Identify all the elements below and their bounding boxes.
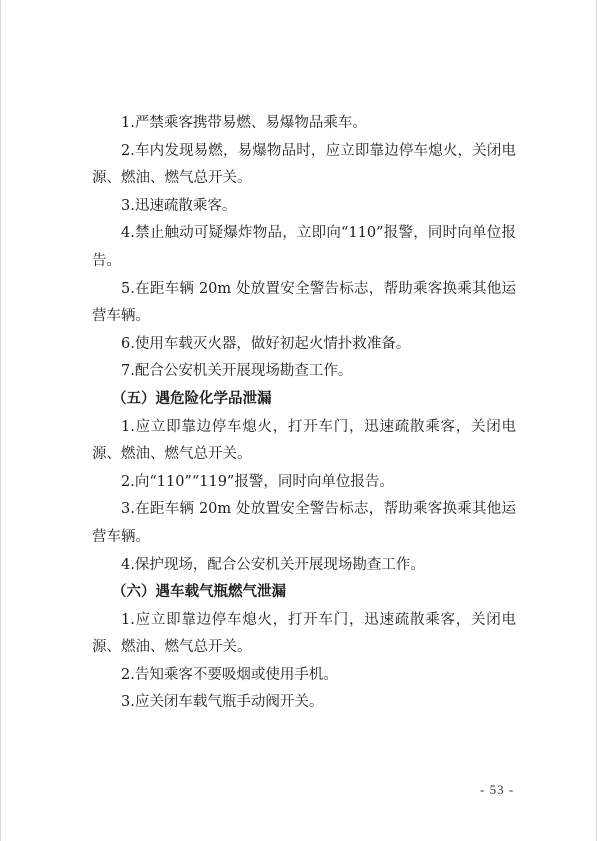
page-number: - 53 - xyxy=(480,782,515,797)
paragraph: 6.使用车载灭火器，做好初起火情扑救准备。 xyxy=(121,335,411,352)
paragraph: 7.配合公安机关开展现场勘查工作。 xyxy=(121,363,353,380)
paragraph: 2.车内发现易燃，易爆物品时，应立即靠边停车熄火，关闭电源、燃油、燃气总开关。 xyxy=(92,142,516,187)
section-heading: （五）遇危险化学品泄漏 xyxy=(112,390,272,407)
paragraph: 2.告知乘客不要吸烟或使用手机。 xyxy=(121,666,338,683)
paragraph: 1.应立即靠边停车熄火，打开车门，迅速疏散乘客，关闭电源、燃油、燃气总开关。 xyxy=(92,418,516,463)
paragraph: 4.保护现场，配合公安机关开展现场勘查工作。 xyxy=(121,556,425,573)
paragraph: 1.严禁乘客携带易燃、易爆物品乘车。 xyxy=(121,115,367,131)
paragraph: 4.禁止触动可疑爆炸物品，立即向“110”报警，同时向单位报告。 xyxy=(92,225,516,269)
paragraph: 5.在距车辆 20m 处放置安全警告标志，帮助乘客换乘其他运营车辆。 xyxy=(92,280,516,325)
paragraph: 3.迅速疏散乘客。 xyxy=(121,197,237,214)
paragraph: 3.在距车辆 20m 处放置安全警告标志，帮助乘客换乘其他运营车辆。 xyxy=(92,501,516,545)
section-heading: （六）遇车载气瓶燃气泄漏 xyxy=(112,584,286,601)
paragraph: 2.向“110”“119”报警，同时向单位报告。 xyxy=(121,473,394,490)
body-text xyxy=(92,110,516,717)
paragraph: 3.应关闭车载气瓶手动阀开关。 xyxy=(121,694,324,711)
paragraph: 1.应立即靠边停车熄火，打开车门，迅速疏散乘客，关闭电源、燃油、燃气总开关。 xyxy=(92,611,516,656)
